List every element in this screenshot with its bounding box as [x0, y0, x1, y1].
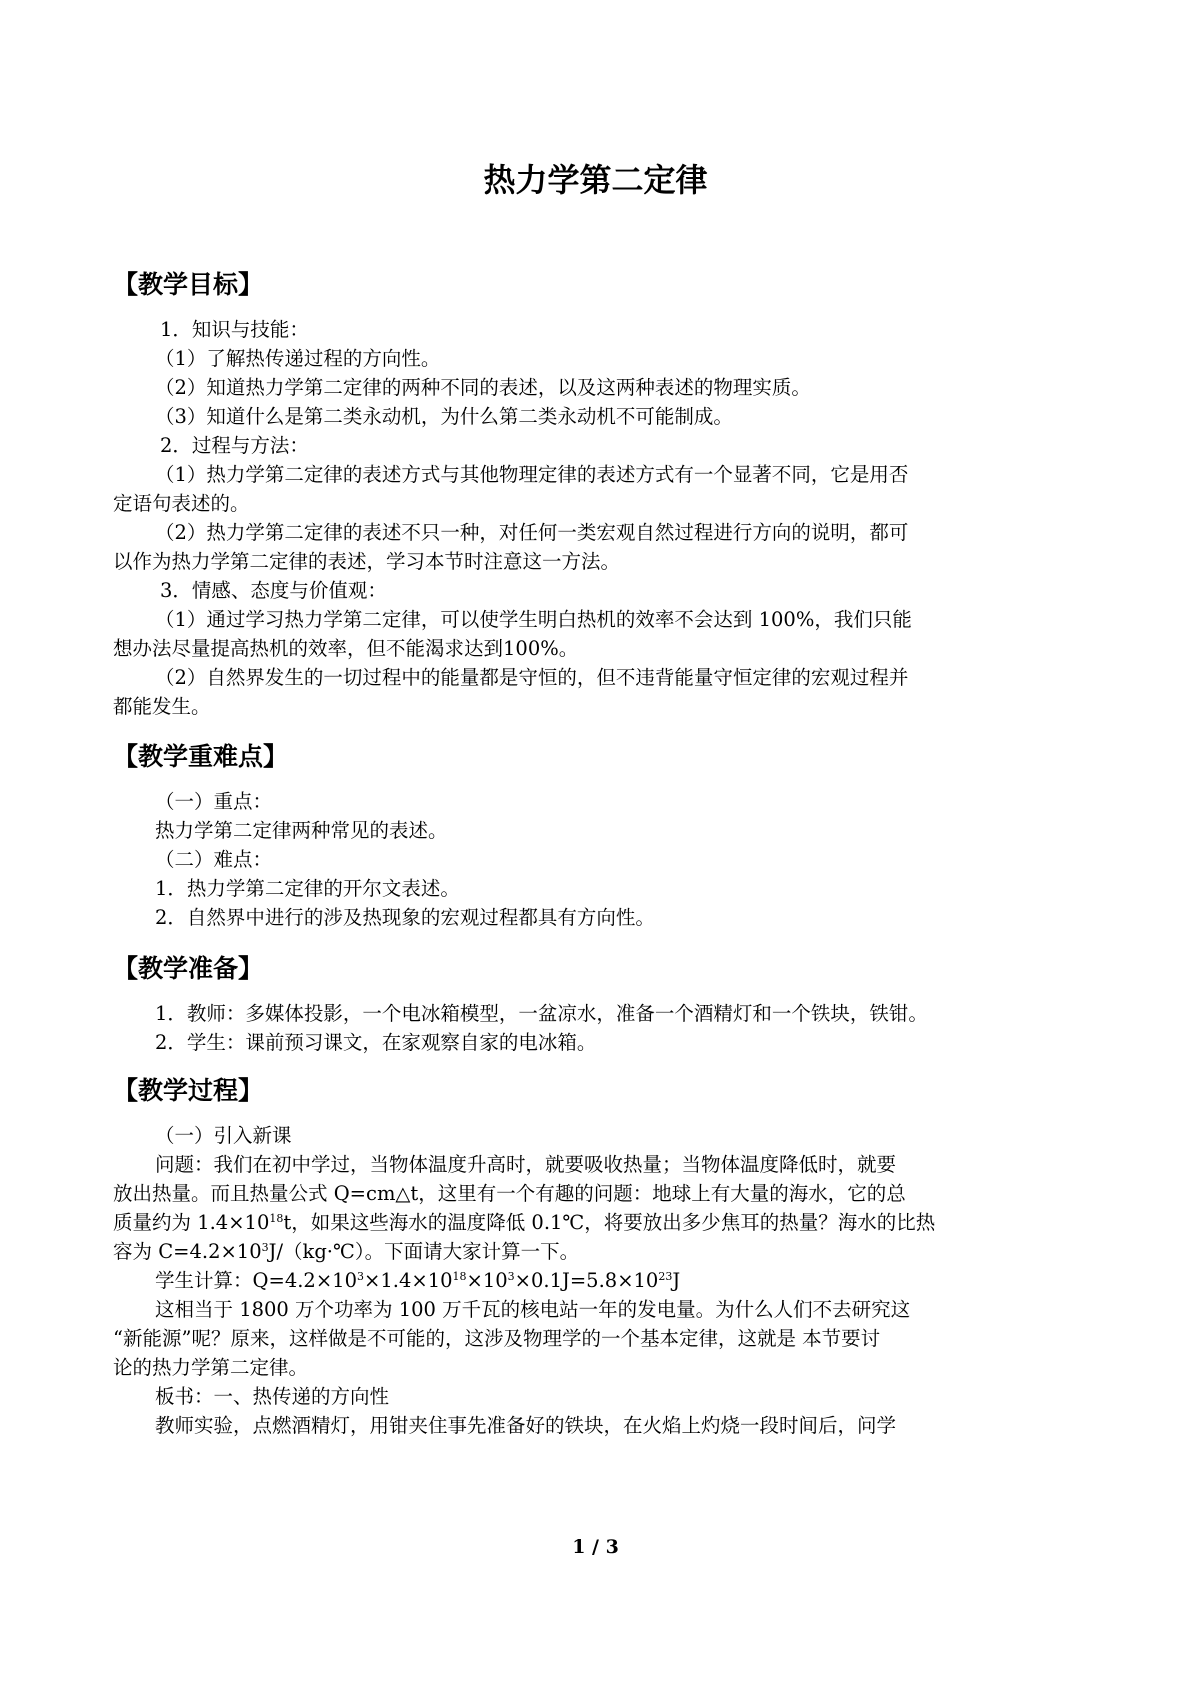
text-run: t，如果这些海水的温度降低 0.1℃，将要放出多少焦耳的热量？海水的比热: [283, 1211, 936, 1234]
superscript: 3: [357, 1270, 364, 1283]
paragraph-line: 2．过程与方法：: [160, 434, 309, 457]
paragraph-line: [113, 1207, 935, 1239]
text-run: J: [672, 1269, 681, 1292]
superscript: 18: [269, 1212, 284, 1225]
paragraph-line: 以作为热力学第二定律的表述，学习本节时注意这一方法。: [113, 550, 621, 573]
superscript: 18: [452, 1270, 467, 1283]
text-run: 学生计算：Q=4.2×10: [155, 1269, 357, 1292]
text-run: ×1.4×10: [364, 1269, 453, 1292]
paragraph-line: （2）热力学第二定律的表述不只一种，对任何一类宏观自然过程进行方向的说明，都可: [155, 521, 909, 544]
paragraph-line: 教师实验，点燃酒精灯，用钳夹住事先准备好的铁块，在火焰上灼烧一段时间后，问学: [155, 1414, 897, 1437]
paragraph-line: 2．自然界中进行的涉及热现象的宏观过程都具有方向性。: [155, 906, 655, 929]
paragraph-line: （3）知道什么是第二类永动机，为什么第二类永动机不可能制成。: [155, 405, 733, 428]
superscript: 3: [507, 1270, 515, 1283]
paragraph-line: 放出热量。而且热量公式 Q=cm△t，这里有一个有趣的问题：地球上有大量的海水，它的总: [113, 1182, 906, 1205]
paragraph-line: （一）引入新课: [155, 1124, 292, 1147]
paragraph-line: （1）通过学习热力学第二定律，可以使学生明白热机的效率不会达到 100%，我们只能: [155, 608, 912, 631]
text-run: ×10: [466, 1269, 508, 1292]
paragraph-line: 热力学第二定律两种常见的表述。: [155, 819, 448, 842]
paragraph-line: 1．知识与技能：: [160, 318, 309, 341]
paragraph-line: （二）难点：: [155, 848, 273, 871]
section-heading-key-points: 【教学重难点】: [113, 742, 289, 771]
paragraph-line: “新能源”呢？原来，这样做是不可能的，这涉及物理学的一个基本定律，这就是 本节要讨: [113, 1327, 881, 1350]
text-run: 质量约为 1.4×10: [113, 1211, 270, 1234]
section-heading-goals: 【教学目标】: [113, 270, 264, 299]
section-heading-process: 【教学过程】: [113, 1076, 264, 1105]
paragraph-line: （2）自然界发生的一切过程中的能量都是守恒的，但不违背能量守恒定律的宏观过程并: [155, 666, 909, 689]
paragraph-line: 问题：我们在初中学过，当物体温度升高时，就要吸收热量；当物体温度降低时，就要: [155, 1153, 897, 1176]
paragraph-line: 2．学生：课前预习课文，在家观察自家的电冰箱。: [155, 1031, 597, 1054]
paragraph-line: 板书：一、热传递的方向性: [155, 1385, 390, 1408]
superscript: 23: [658, 1270, 673, 1283]
paragraph-line: 论的热力学第二定律。: [113, 1356, 309, 1379]
paragraph-line: 这相当于 1800 万个功率为 100 万千瓦的核电站一年的发电量。为什么人们不去研究这: [155, 1298, 911, 1321]
paragraph-line: （1）热力学第二定律的表述方式与其他物理定律的表述方式有一个显著不同，它是用否: [155, 463, 909, 486]
paragraph-line: [113, 1236, 579, 1268]
text-run: 容为 C=4.2×10: [113, 1240, 262, 1263]
paragraph-line: （2）知道热力学第二定律的两种不同的表述，以及这两种表述的物理实质。: [155, 376, 811, 399]
paragraph-line: 1．热力学第二定律的开尔文表述。: [155, 877, 460, 900]
paragraph-line: （一）重点：: [155, 790, 273, 813]
paragraph-line: [155, 1265, 680, 1297]
section-heading-preparation: 【教学准备】: [113, 954, 264, 983]
text-run: J/（kg·℃）。下面请大家计算一下。: [268, 1240, 580, 1263]
text-run: ×0.1J=5.8×10: [514, 1269, 659, 1292]
page-number: 1 / 3: [572, 1536, 619, 1558]
paragraph-line: 都能发生。: [113, 695, 211, 718]
superscript: 3: [261, 1241, 269, 1254]
paragraph-line: 定语句表述的。: [113, 492, 250, 515]
paragraph-line: （1）了解热传递过程的方向性。: [155, 347, 441, 370]
paragraph-line: 想办法尽量提高热机的效率，但不能渴求达到100%。: [113, 637, 579, 660]
paragraph-line: 1．教师：多媒体投影，一个电冰箱模型，一盆凉水，准备一个酒精灯和一个铁块，铁钳。: [155, 1002, 928, 1025]
page-title: 热力学第二定律: [483, 161, 708, 199]
paragraph-line: 3．情感、态度与价值观：: [160, 579, 387, 602]
